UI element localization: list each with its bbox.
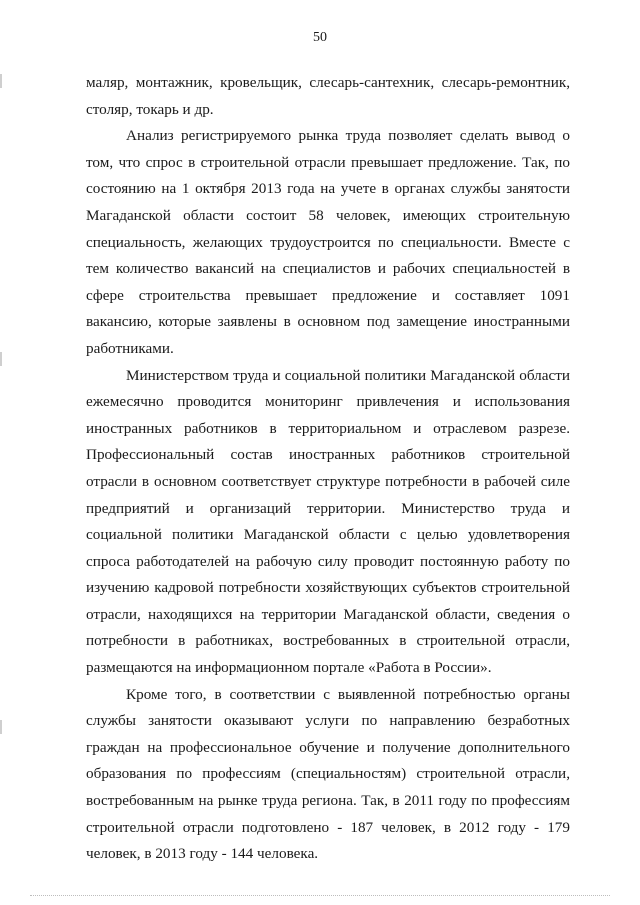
- document-body: [86, 70, 570, 868]
- paragraph-ministry-monitoring: Министерством труда и социальной политики Магаданской области ежемесячно проводится мониторинг привлечения и использования иностранных работников в территориальном и отраслевом разрезе. Профессиональный состав иностранных работников строительной отрасли в основном соответствует структуре потребности в рабочей силе предприятий и организаций территории. Министерство труда и социальной политики Магаданской области с целью удовлетворения спроса работодателей на рабочую силу проводит постоянную работу по изучению кадровой потребности хозяйствующих субъектов строительной отрасли, находящихся на территории Магаданской области, сведения о потребности в работниках, востребованных в строительной отрасли, размещаются на информационном портале «Работа в России».: [86, 366, 570, 677]
- paragraph-employment-services: Кроме того, в соответствии с выявленной потребностью органы службы занятости оказывают услуги по направлению безработных граждан на профессиональное обучение и получение дополнительного образования по профессиям (специальностям) строительной отрасли, востребованным на рынке труда региона. Так, в 2011 году по профессиям строительной отрасли подготовлено - 187 человек, в 2012 году - 179 человек, в 2013 году - 144 человека.: [86, 685, 570, 863]
- page-number: 50: [313, 30, 327, 45]
- scan-edge-mark: [0, 352, 2, 366]
- scan-edge-mark: [0, 720, 2, 734]
- paragraph-labor-market-analysis: Анализ регистрируемого рынка труда позволяет сделать вывод о том, что спрос в строительной отрасли превышает предложение. Так, по состоянию на 1 октября 2013 года на учете в органах службы занятости Магаданской области состоит 58 человек, имеющих строительную специальность, желающих трудоустроится по специальности. Вместе с тем количество вакансий на специалистов и рабочих специальностей в сфере строительства превышает предложение и составляет 1091 вакансию, которые заявлены в основном под замещение иностранными работниками.: [86, 127, 570, 357]
- scan-edge-mark: [0, 74, 2, 88]
- scan-bottom-edge: [30, 895, 610, 897]
- paragraph-professions-list: маляр, монтажник, кровельщик, слесарь-сантехник, слесарь-ремонтник, столяр, токарь и др.: [86, 74, 570, 118]
